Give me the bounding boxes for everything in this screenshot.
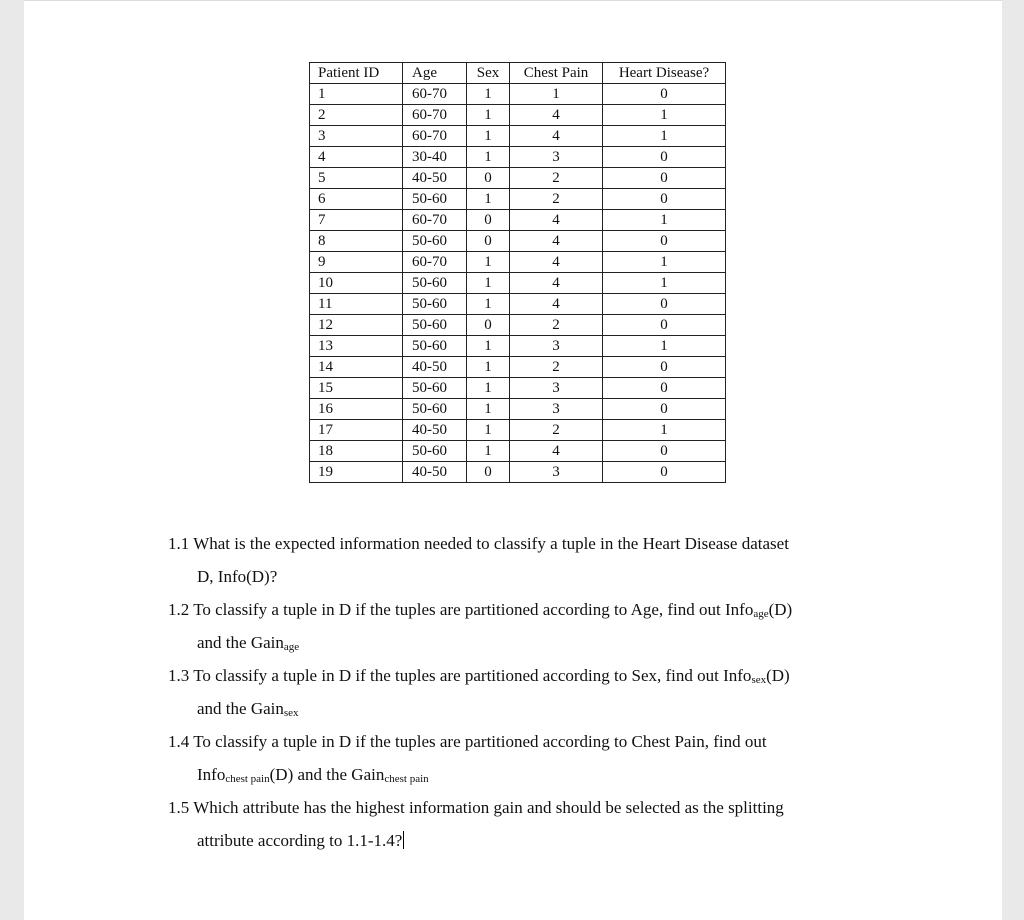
cell-patient-id: 6 (310, 189, 403, 210)
cell-age: 50-60 (403, 399, 467, 420)
cell-patient-id: 9 (310, 252, 403, 273)
cell-chest-pain: 2 (510, 357, 603, 378)
question-1-2 (168, 593, 888, 659)
cell-sex: 1 (467, 189, 510, 210)
cell-chest-pain: 4 (510, 441, 603, 462)
cell-heart-disease: 0 (603, 189, 726, 210)
table-row (310, 168, 726, 189)
cell-patient-id: 5 (310, 168, 403, 189)
cell-patient-id: 7 (310, 210, 403, 231)
cell-patient-id: 14 (310, 357, 403, 378)
text-cursor (403, 831, 404, 849)
table-header-row (310, 63, 726, 84)
cell-heart-disease: 1 (603, 273, 726, 294)
cell-age: 50-60 (403, 189, 467, 210)
cell-age: 50-60 (403, 378, 467, 399)
question-text: 1.3 To classify a tuple in D if the tuples are partitioned according to Sex, find out Infosex(D) (168, 666, 790, 686)
cell-sex: 0 (467, 210, 510, 231)
cell-sex: 0 (467, 462, 510, 483)
cell-heart-disease: 1 (603, 126, 726, 147)
cell-age: 40-50 (403, 357, 467, 378)
cell-patient-id: 2 (310, 105, 403, 126)
question-1-4 (168, 725, 888, 791)
cell-chest-pain: 4 (510, 273, 603, 294)
cell-patient-id: 19 (310, 462, 403, 483)
cell-heart-disease: 1 (603, 252, 726, 273)
table-row (310, 315, 726, 336)
cell-patient-id: 1 (310, 84, 403, 105)
cell-sex: 1 (467, 273, 510, 294)
question-text: 1.1 What is the expected information needed to classify a tuple in the Heart Disease dataset (168, 534, 789, 553)
cell-sex: 0 (467, 315, 510, 336)
cell-patient-id: 18 (310, 441, 403, 462)
table-row (310, 105, 726, 126)
table-row (310, 462, 726, 483)
table-row (310, 210, 726, 231)
cell-age: 40-50 (403, 462, 467, 483)
heart-disease-table (309, 62, 726, 483)
cell-age: 60-70 (403, 252, 467, 273)
cell-heart-disease: 0 (603, 294, 726, 315)
header-sex: Sex (467, 63, 510, 84)
cell-heart-disease: 0 (603, 147, 726, 168)
table-row (310, 231, 726, 252)
table-row (310, 273, 726, 294)
cell-heart-disease: 0 (603, 231, 726, 252)
cell-patient-id: 8 (310, 231, 403, 252)
cell-chest-pain: 3 (510, 462, 603, 483)
question-text: 1.2 To classify a tuple in D if the tuples are partitioned according to Age, find out Infoage(D) (168, 600, 793, 620)
cell-sex: 1 (467, 357, 510, 378)
cell-sex: 1 (467, 252, 510, 273)
cell-patient-id: 10 (310, 273, 403, 294)
cell-sex: 1 (467, 399, 510, 420)
cell-heart-disease: 1 (603, 105, 726, 126)
cell-sex: 1 (467, 378, 510, 399)
cell-age: 50-60 (403, 231, 467, 252)
table-row (310, 252, 726, 273)
cell-heart-disease: 0 (603, 315, 726, 336)
cell-chest-pain: 3 (510, 399, 603, 420)
cell-patient-id: 4 (310, 147, 403, 168)
document-page (24, 0, 1002, 920)
cell-heart-disease: 0 (603, 441, 726, 462)
cell-patient-id: 3 (310, 126, 403, 147)
table-row (310, 420, 726, 441)
question-text: and the Gainsex (197, 699, 299, 719)
cell-sex: 0 (467, 168, 510, 189)
cell-chest-pain: 2 (510, 168, 603, 189)
cell-chest-pain: 2 (510, 315, 603, 336)
question-1-5[interactable] (168, 791, 888, 857)
cell-age: 30-40 (403, 147, 467, 168)
question-text: D, Info(D)? (197, 567, 278, 586)
cell-sex: 1 (467, 147, 510, 168)
cell-sex: 0 (467, 231, 510, 252)
cell-heart-disease: 1 (603, 336, 726, 357)
cell-age: 50-60 (403, 294, 467, 315)
question-text: Infochest pain(D) and the Gainchest pain (197, 765, 429, 785)
question-text[interactable]: attribute according to 1.1-1.4? (197, 831, 403, 850)
cell-heart-disease: 0 (603, 357, 726, 378)
question-list (168, 527, 888, 857)
table-row (310, 399, 726, 420)
table-row (310, 126, 726, 147)
cell-patient-id: 16 (310, 399, 403, 420)
cell-chest-pain: 1 (510, 84, 603, 105)
cell-chest-pain: 4 (510, 105, 603, 126)
cell-age: 40-50 (403, 420, 467, 441)
question-text: and the Gainage (197, 633, 300, 653)
cell-chest-pain: 4 (510, 210, 603, 231)
cell-patient-id: 11 (310, 294, 403, 315)
cell-age: 50-60 (403, 336, 467, 357)
table-body (310, 84, 726, 483)
cell-heart-disease: 1 (603, 420, 726, 441)
header-heart-disease: Heart Disease? (603, 63, 726, 84)
cell-chest-pain: 2 (510, 420, 603, 441)
cell-heart-disease: 0 (603, 378, 726, 399)
table-row (310, 189, 726, 210)
cell-sex: 1 (467, 294, 510, 315)
cell-age: 60-70 (403, 210, 467, 231)
cell-sex: 1 (467, 84, 510, 105)
header-age: Age (403, 63, 467, 84)
cell-patient-id: 12 (310, 315, 403, 336)
cell-sex: 1 (467, 126, 510, 147)
table-row (310, 147, 726, 168)
cell-chest-pain: 3 (510, 147, 603, 168)
cell-sex: 1 (467, 420, 510, 441)
cell-age: 60-70 (403, 84, 467, 105)
cell-heart-disease: 0 (603, 462, 726, 483)
table-row (310, 294, 726, 315)
cell-chest-pain: 2 (510, 189, 603, 210)
cell-age: 50-60 (403, 273, 467, 294)
cell-sex: 1 (467, 336, 510, 357)
cell-age: 40-50 (403, 168, 467, 189)
table-row (310, 441, 726, 462)
table-row (310, 357, 726, 378)
cell-chest-pain: 3 (510, 336, 603, 357)
table-row (310, 84, 726, 105)
cell-patient-id: 17 (310, 420, 403, 441)
cell-heart-disease: 0 (603, 399, 726, 420)
header-patient-id: Patient ID (310, 63, 403, 84)
question-text: 1.4 To classify a tuple in D if the tuples are partitioned according to Chest Pain, find out (168, 732, 767, 751)
cell-patient-id: 13 (310, 336, 403, 357)
table-row (310, 336, 726, 357)
cell-age: 60-70 (403, 126, 467, 147)
cell-sex: 1 (467, 441, 510, 462)
cell-age: 50-60 (403, 441, 467, 462)
cell-chest-pain: 4 (510, 126, 603, 147)
header-chest-pain: Chest Pain (510, 63, 603, 84)
cell-chest-pain: 4 (510, 252, 603, 273)
cell-chest-pain: 4 (510, 294, 603, 315)
table-row (310, 378, 726, 399)
cell-heart-disease: 0 (603, 168, 726, 189)
question-1-1 (168, 527, 888, 593)
cell-patient-id: 15 (310, 378, 403, 399)
cell-sex: 1 (467, 105, 510, 126)
cell-age: 50-60 (403, 315, 467, 336)
cell-chest-pain: 4 (510, 231, 603, 252)
cell-chest-pain: 3 (510, 378, 603, 399)
cell-heart-disease: 1 (603, 210, 726, 231)
cell-age: 60-70 (403, 105, 467, 126)
question-text: 1.5 Which attribute has the highest information gain and should be selected as the splitting (168, 798, 784, 817)
question-1-3 (168, 659, 888, 725)
cell-heart-disease: 0 (603, 84, 726, 105)
